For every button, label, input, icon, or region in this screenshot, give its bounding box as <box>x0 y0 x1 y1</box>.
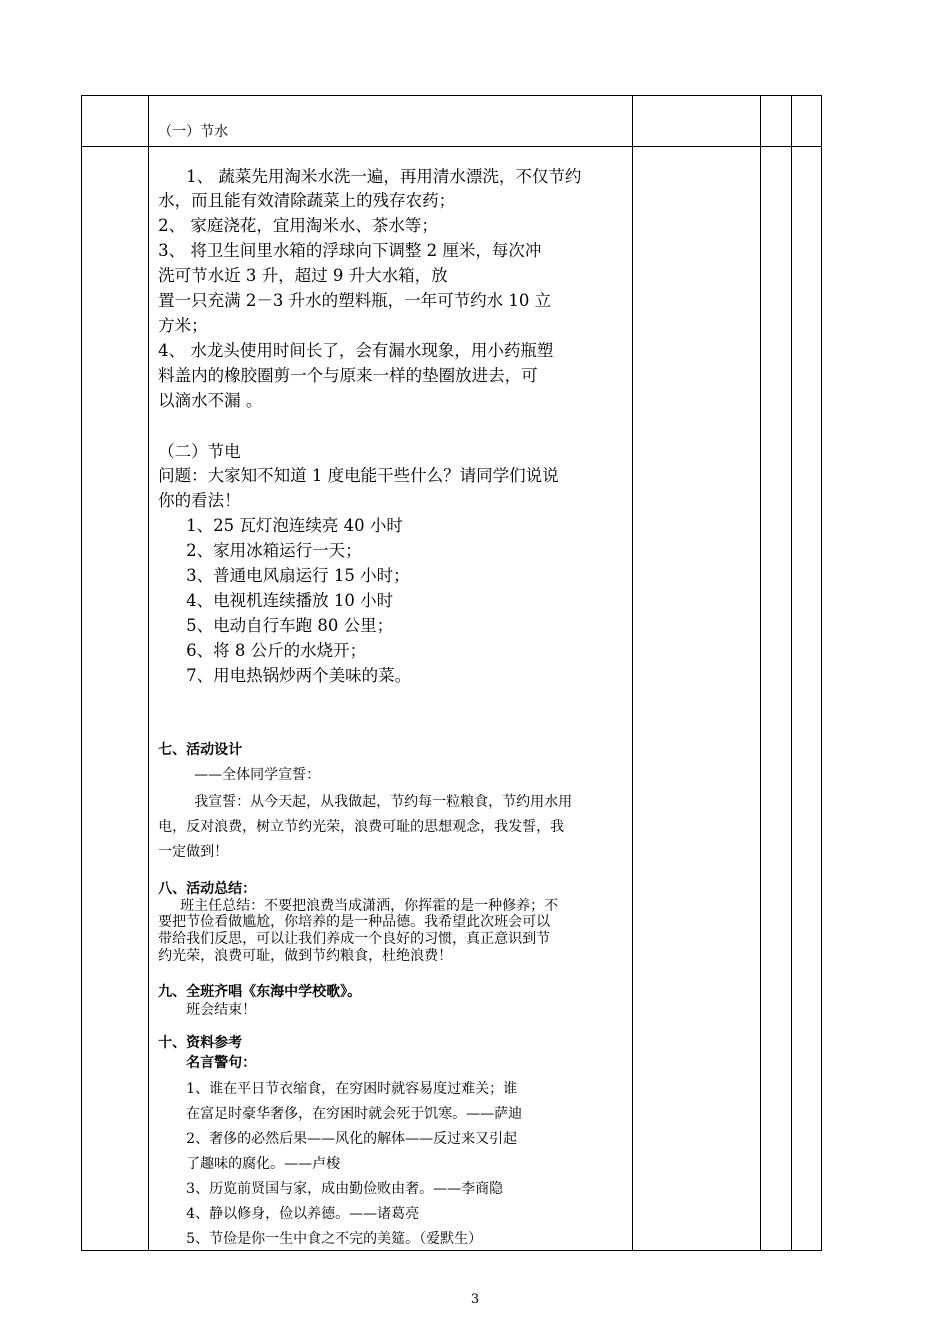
water-tip-line: 以滴水不漏 。 <box>158 391 263 410</box>
section-title-water: （一）节水 <box>158 124 229 140</box>
quote-line: 了趣味的腐化。——卢梭 <box>186 1156 341 1172</box>
quotes-subheading: 名言警句： <box>186 1055 257 1071</box>
water-tip-line: 水，而且能有效清除蔬菜上的残存农药； <box>158 191 456 210</box>
electricity-list-item: 3、普通电风扇运行 15 小时； <box>186 566 410 585</box>
table-cell-empty <box>791 96 821 147</box>
table-cell-empty <box>633 96 760 147</box>
page-number: 3 <box>470 1292 480 1307</box>
summary-heading: 八、活动总结： <box>158 881 257 897</box>
quote-line: 4、静以修身，俭以养德。——诸葛亮 <box>186 1206 420 1222</box>
references-heading: 十、资料参考 <box>158 1035 243 1051</box>
electricity-list-item: 1、25 瓦灯泡连续亮 40 小时 <box>186 516 403 535</box>
summary-line: 约光荣，浪费可耻，做到节约粮食，杜绝浪费！ <box>158 948 453 964</box>
table-cell-empty <box>760 147 791 1251</box>
water-tip-line: 洗可节水近 3 升，超过 9 升大水箱，放 <box>158 266 448 285</box>
quote-line: 3、历览前贤国与家，成由勤俭败由奢。——李商隐 <box>186 1181 504 1197</box>
electricity-list-item: 4、电视机连续播放 10 小时 <box>186 591 394 610</box>
question-line: 问题：大家知不知道 1 度电能干些什么？请同学们说说 <box>158 466 559 485</box>
oath-line: 我宣誓：从今天起，从我做起，节约每一粒粮食，节约用水用 <box>194 794 573 810</box>
water-tip-line: 料盖内的橡胶圈剪一个与原来一样的垫圈放进去，可 <box>158 366 538 385</box>
table-row <box>82 147 822 1251</box>
water-tip-line: 1、 蔬菜先用淘米水洗一遍，再用清水漂洗，不仅节约 <box>186 167 582 186</box>
electricity-list-item: 7、用电热锅炒两个美味的菜。 <box>186 666 412 685</box>
summary-line: 带给我们反思，可以让我们养成一个良好的习惯，真正意识到节 <box>158 931 551 947</box>
water-tip-line: 置一只充满 2－3 升水的塑料瓶，一年可节约水 10 立 <box>158 291 552 310</box>
section-title-electricity: （二）节电 <box>158 442 241 461</box>
summary-line: 班主任总结：不要把浪费当成潇洒，你挥霍的是一种修养；不 <box>180 898 559 914</box>
table-cell-empty <box>791 147 821 1251</box>
quote-line: 5、节俭是你一生中食之不完的美筵。（爱默生） <box>186 1231 483 1247</box>
electricity-list-item: 2、家用冰箱运行一天； <box>186 541 362 560</box>
oath-line: 一定做到！ <box>158 844 229 860</box>
table-cell-content <box>149 147 633 1251</box>
table-row <box>82 96 822 147</box>
question-line: 你的看法！ <box>158 491 241 510</box>
meeting-end-text: 班会结束！ <box>186 1002 257 1018</box>
electricity-list-item: 6、将 8 公斤的水烧开； <box>186 641 367 660</box>
song-heading: 九、全班齐唱《东海中学校歌》。 <box>158 984 362 1000</box>
water-tip-line: 4、 水龙头使用时间长了，会有漏水现象，用小药瓶塑 <box>158 341 554 360</box>
quote-line: 1、谁在平日节衣缩食，在穷困时就容易度过难关；谁 <box>186 1081 518 1097</box>
table-cell-empty <box>82 96 149 147</box>
table-cell-empty <box>633 147 760 1251</box>
activity-design-heading: 七、活动设计 <box>158 742 243 758</box>
table-cell-empty <box>82 147 149 1251</box>
quote-line: 在富足时豪华奢侈，在穷困时就会死于饥寒。——萨迪 <box>186 1106 523 1122</box>
quote-line: 2、奢侈的必然后果——风化的解体——反过来又引起 <box>186 1131 518 1147</box>
activity-design-subheading: ——全体同学宣誓： <box>194 767 321 783</box>
water-tip-line: 2、 家庭浇花，宜用淘米水、茶水等； <box>158 216 438 235</box>
oath-line: 电，反对浪费，树立节约光荣，浪费可耻的思想观念，我发誓，我 <box>158 819 565 835</box>
table-cell-empty <box>760 96 791 147</box>
lesson-plan-table <box>81 95 822 1251</box>
water-tip-line: 3、 将卫生间里水箱的浮球向下调整 2 厘米，每次冲 <box>158 241 542 260</box>
water-tip-line: 方米； <box>158 316 208 335</box>
summary-line: 要把节俭看做尴尬，你培养的是一种品德。我希望此次班会可以 <box>158 914 551 930</box>
electricity-list-item: 5、电动自行车跑 80 公里； <box>186 616 394 635</box>
table-cell-content <box>149 96 633 147</box>
